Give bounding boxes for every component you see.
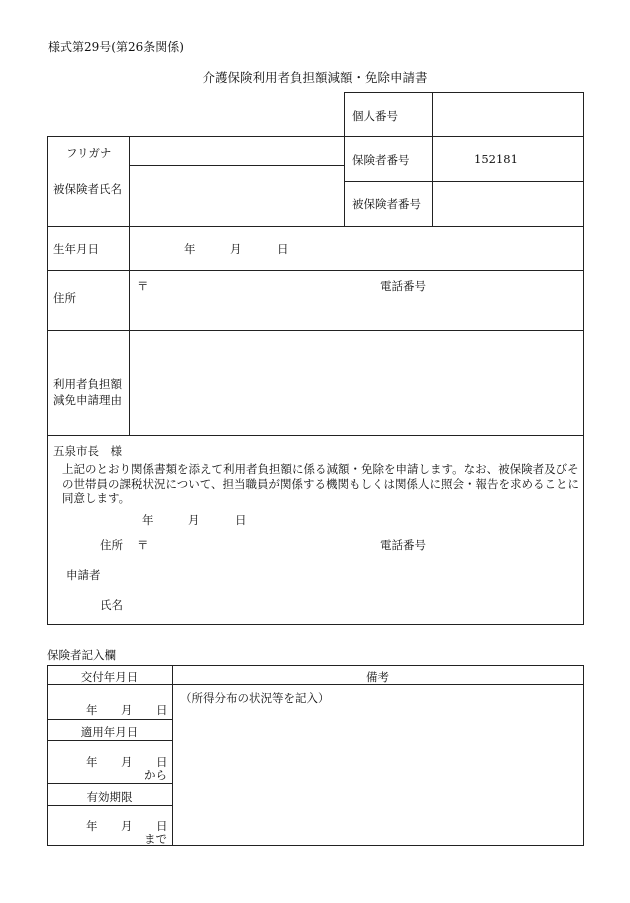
shinseisha-label: 申請者 bbox=[66, 568, 101, 582]
biko-note: （所得分布の状況等を記入） bbox=[180, 691, 330, 705]
tekiyo-day-unit: 日 bbox=[156, 755, 168, 769]
applicant-postal-mark: 〒 bbox=[137, 538, 149, 552]
applicant-jusho-label: 住所 bbox=[100, 538, 123, 552]
riyu-label-line1: 利用者負担額 bbox=[53, 377, 122, 391]
document-title: 介護保険利用者負担額減額・免除申請書 bbox=[202, 70, 428, 85]
birth-year-unit: 年 bbox=[184, 242, 196, 256]
applicant-shimei-label: 氏名 bbox=[100, 598, 123, 612]
kofu-month-unit: 月 bbox=[121, 703, 133, 717]
yuko-kigen-header: 有効期限 bbox=[86, 790, 133, 804]
kofu-date-header: 交付年月日 bbox=[80, 670, 139, 684]
insurer-section-heading: 保険者記入欄 bbox=[47, 648, 116, 662]
denwa-bango-label: 電話番号 bbox=[380, 279, 426, 293]
yuko-month-unit: 月 bbox=[121, 819, 133, 833]
kara-label: から bbox=[144, 768, 167, 782]
hokensha-bango-label: 保険者番号 bbox=[352, 153, 410, 167]
yuko-day-unit: 日 bbox=[156, 819, 168, 833]
riyu-label-line2: 減免申請理由 bbox=[53, 393, 122, 407]
decl-month-unit: 月 bbox=[188, 513, 200, 527]
applicant-denwa-label: 電話番号 bbox=[380, 538, 426, 552]
furigana-label: フリガナ bbox=[66, 146, 112, 160]
decl-year-unit: 年 bbox=[142, 513, 154, 527]
birth-day-unit: 日 bbox=[277, 242, 289, 256]
seinengappi-label: 生年月日 bbox=[53, 242, 99, 256]
kofu-year-unit: 年 bbox=[86, 703, 98, 717]
birth-month-unit: 月 bbox=[230, 242, 242, 256]
postal-mark: 〒 bbox=[137, 279, 149, 293]
tekiyo-date-header: 適用年月日 bbox=[80, 725, 139, 739]
tekiyo-year-unit: 年 bbox=[86, 755, 98, 769]
hokensha-bango-value: 152181 bbox=[474, 152, 518, 166]
addressee: 五泉市長 様 bbox=[53, 444, 122, 458]
decl-day-unit: 日 bbox=[235, 513, 247, 527]
hihokensha-bango-label: 被保険者番号 bbox=[352, 197, 421, 211]
declaration-text: 上記のとおり関係書類を添えて利用者負担額に係る減額・免除を申請します。なお、被保険者及びその世帯員の課税状況について、担当職員が関係する機関もしくは関係人に照会・報告を求めることに同意します。 bbox=[62, 462, 580, 505]
form-number: 様式第29号(第26条関係) bbox=[48, 40, 184, 54]
kojin-bango-label: 個人番号 bbox=[352, 109, 398, 123]
yuko-year-unit: 年 bbox=[86, 819, 98, 833]
hihokensha-shimei-label: 被保険者氏名 bbox=[53, 182, 122, 196]
made-label: まで bbox=[144, 832, 167, 846]
tekiyo-month-unit: 月 bbox=[121, 755, 133, 769]
jusho-label: 住所 bbox=[53, 291, 76, 305]
biko-header: 備考 bbox=[366, 670, 389, 684]
kofu-day-unit: 日 bbox=[156, 703, 168, 717]
